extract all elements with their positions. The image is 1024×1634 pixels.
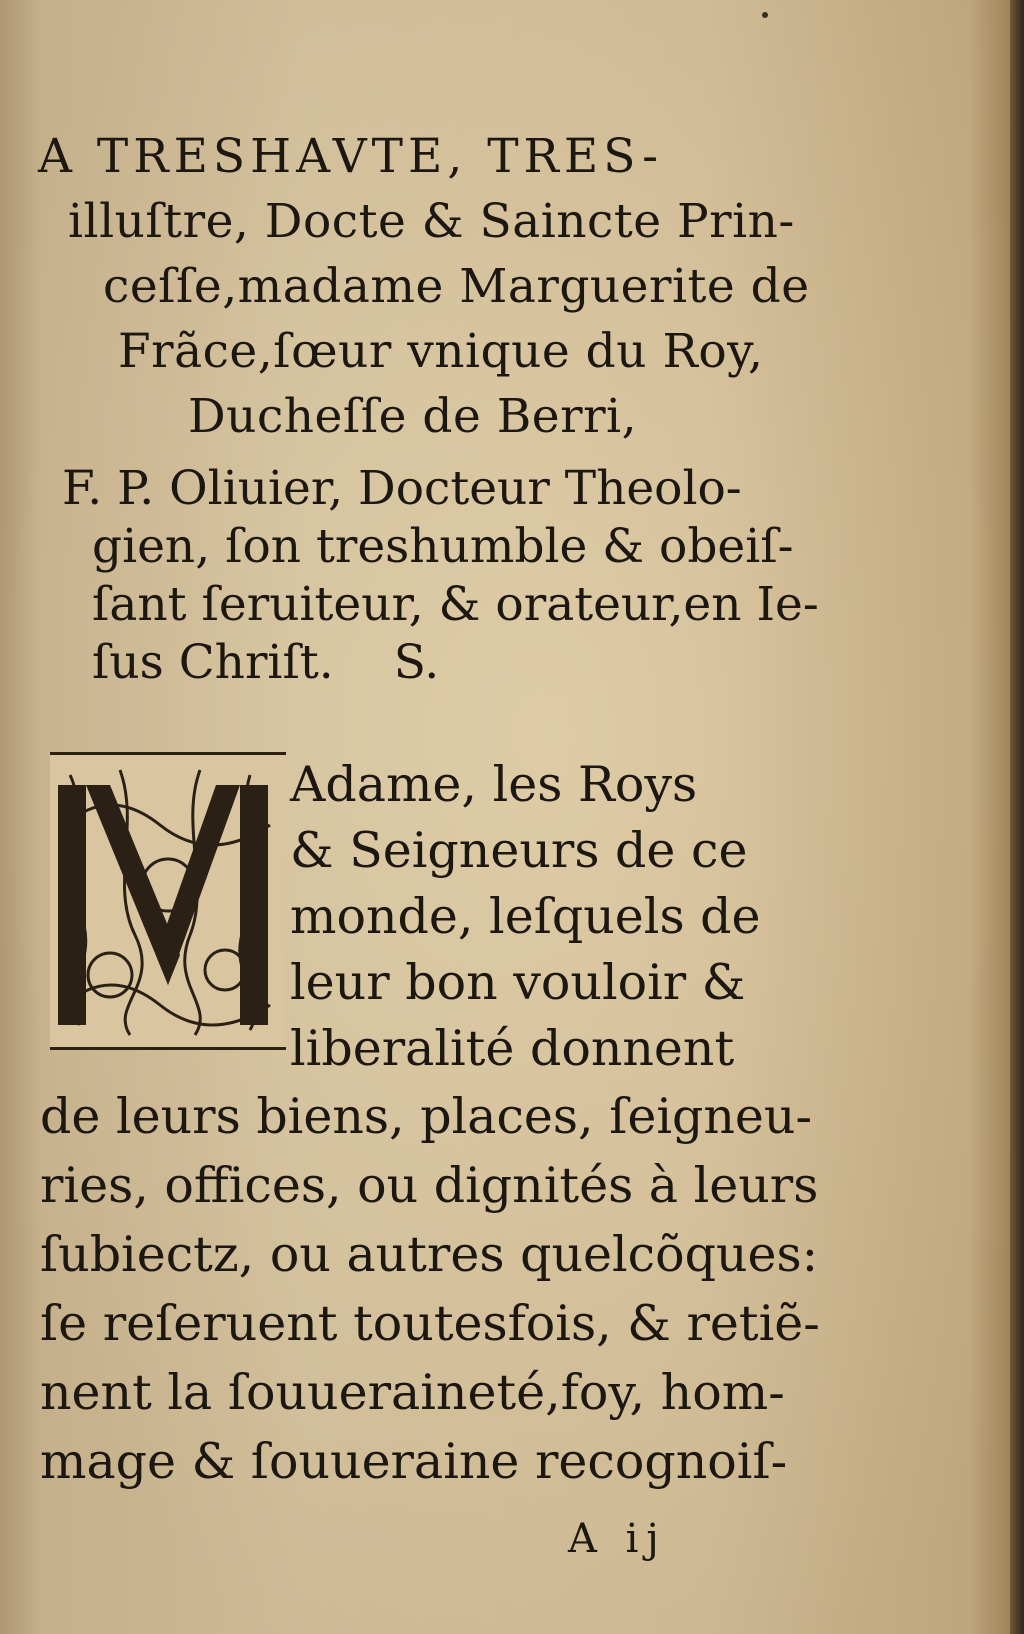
dedication-line: A TRESHAVTE, TRES- [38, 129, 664, 184]
text-line: de leurs biens, places, ſeigneu- [40, 1088, 813, 1145]
decorated-initial [50, 752, 286, 1050]
ornament-icon [50, 755, 286, 1047]
opening-paragraph-beside-initial [290, 752, 780, 1082]
author-line: gien, ſon treshumble & obeiſ- [92, 519, 794, 574]
signature-mark: A ij [568, 1516, 667, 1562]
text-line: liberalité donnent [290, 1020, 735, 1077]
text-line: mage & ſouueraine recognoiſ- [40, 1433, 788, 1490]
dedication-heading [38, 124, 810, 449]
dedication-line: Frãce,ſœur vnique du Roy, [118, 324, 764, 379]
text-line: nent la ſouueraineté,foy, hom- [40, 1364, 785, 1421]
text-line: ſe reſeruent toutesfois, & retiẽ- [40, 1295, 820, 1352]
text-line: ſubiectz, ou autres quelcõques: [40, 1226, 819, 1283]
author-line: ſus Chriſt. [92, 635, 334, 690]
author-line: ſant ſeruiteur, & orateur,en Ie- [92, 577, 819, 632]
author-line: F. P. Oliuier, Docteur Theolo- [62, 461, 742, 516]
dedication-line: illuſtre, Docte & Saincte Prin- [68, 194, 795, 249]
author-address [62, 460, 819, 692]
salutation-mark: S. [393, 635, 440, 690]
text-line: ries, offices, ou dignités à leurs [40, 1157, 819, 1214]
text-line: & Seigneurs de ce [290, 822, 748, 879]
opening-paragraph-continued [40, 1082, 820, 1496]
text-line: monde, leſquels de [290, 888, 761, 945]
dedication-line: Ducheſſe de Berri, [188, 389, 638, 444]
ink-speck [762, 12, 768, 18]
text-line: Adame, les Roys [290, 756, 698, 813]
dedication-line: ceſſe,madame Marguerite de [103, 259, 810, 314]
text-line: leur bon vouloir & [290, 954, 746, 1011]
page-edge [1010, 0, 1024, 1634]
